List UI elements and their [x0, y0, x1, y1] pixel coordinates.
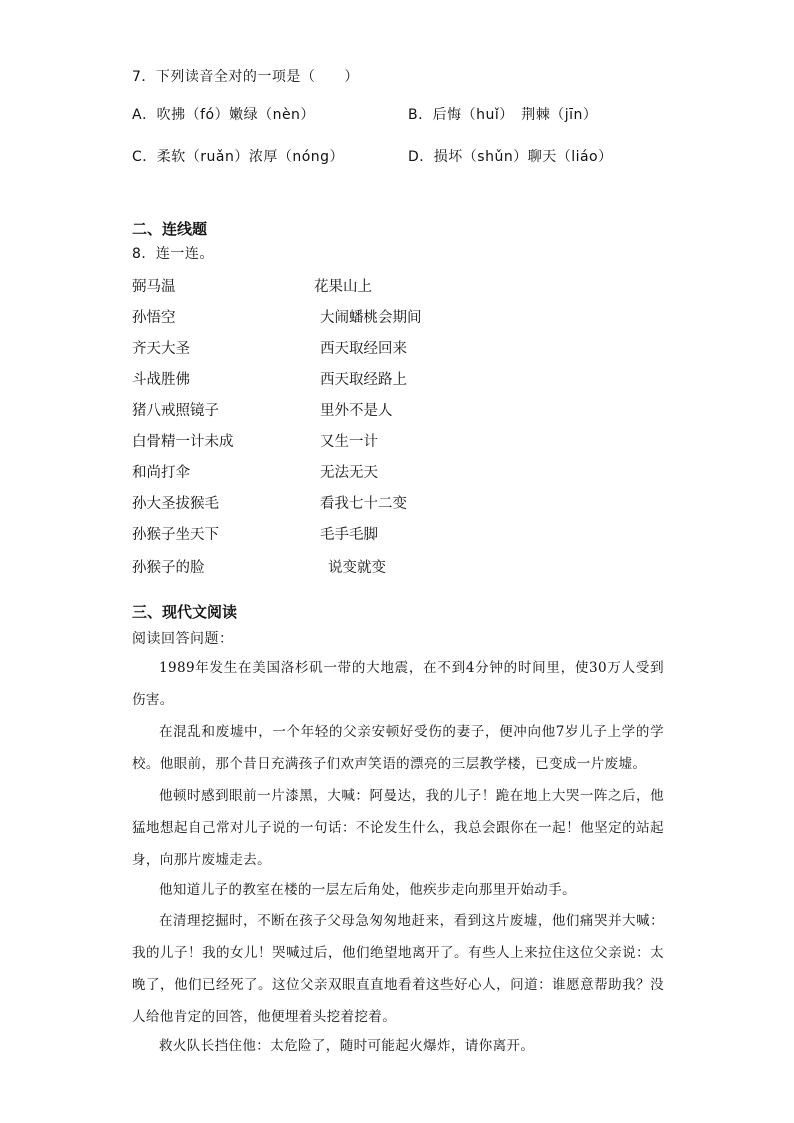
match-left-item: 孙猴子的脸: [132, 560, 205, 576]
option-b: B．后悔（huǐ） 荆棘（jīn）: [408, 107, 598, 123]
passage-paragraph-3: 他顿时感到眼前一片漆黑，大喊：阿曼达，我的儿子！跪在地上大哭一阵之后，他猛地想起自己常对儿子说的一句话：不论发生什么，我总会跟你在一起！他坚定的站起身，向那片废墟走去。: [132, 788, 664, 868]
option-c: C．柔软（ruǎn）浓厚（nóng）: [132, 149, 345, 165]
passage-paragraph-5: 在清理挖掘时，不断在孩子父母急匆匆地赶来，看到这片废墟，他们痛哭并大喊：我的儿子！我的女儿！哭喊过后，他们绝望地离开了。有些人上来拉住这位父亲说：太晚了，他们已经死了。这位父亲双眼直直地看着这些好心人，问道：谁愿意帮助我？没人给他肯定的回答，他便埋着头挖着挖着。: [132, 913, 664, 1025]
match-right-item: 里外不是人: [320, 403, 393, 419]
option-d: D．损坏（shǔn）聊天（liáo）: [408, 149, 613, 165]
match-right-item: 西天取经路上: [320, 372, 407, 388]
passage-paragraph-6: 救火队长挡住他：太危险了，随时可能起火爆炸，请你离开。: [159, 1038, 535, 1054]
match-left-item: 和尚打伞: [132, 465, 190, 481]
match-right-item: 看我七十二变: [320, 496, 407, 512]
match-left-item: 孙猴子坐天下: [132, 527, 219, 543]
match-left-item: 齐天大圣: [132, 341, 190, 357]
passage-paragraph-1: 1989年发生在美国洛杉矶一带的大地震，在不到4分钟的时间里，使30万人受到伤害。: [132, 660, 664, 708]
match-right-item: 毛手毛脚: [320, 527, 378, 543]
match-left-item: 白骨精一计未成: [132, 434, 234, 450]
passage-paragraph-4: 他知道儿子的教室在楼的一层左后角处，他疾步走向那里开始动手。: [159, 882, 576, 898]
match-left-item: 孙悟空: [132, 310, 176, 326]
match-left-item: 孙大圣拔猴毛: [132, 496, 219, 512]
section-2-heading: 二、连线题: [132, 220, 208, 238]
question-8-stem: 8．连一连。: [132, 246, 214, 262]
match-left-item: 猪八戒照镜子: [132, 403, 219, 419]
match-right-item: 说变就变: [328, 560, 386, 576]
match-right-item: 大闹蟠桃会期间: [320, 310, 422, 326]
match-right-item: 无法无天: [320, 465, 378, 481]
question-7-stem: 7．下列读音全对的一项是（ ）: [132, 69, 359, 85]
option-a: A．吹拂（fó）嫩绿（nèn）: [132, 107, 315, 123]
match-left-item: 弼马温: [132, 279, 176, 295]
match-right-item: 又生一计: [320, 434, 378, 450]
match-left-item: 斗战胜佛: [132, 372, 190, 388]
passage-paragraph-2: 在混乱和废墟中，一个年轻的父亲安顿好受伤的妻子，便冲向他7岁儿子上学的学校。他眼前，那个昔日充满孩子们欢声笑语的漂亮的三层教学楼，已变成一片废墟。: [132, 724, 664, 772]
match-right-item: 花果山上: [314, 279, 372, 295]
match-right-item: 西天取经回来: [320, 341, 407, 357]
reading-instruction: 阅读回答问题：: [132, 631, 234, 647]
section-3-heading: 三、现代文阅读: [132, 603, 238, 621]
